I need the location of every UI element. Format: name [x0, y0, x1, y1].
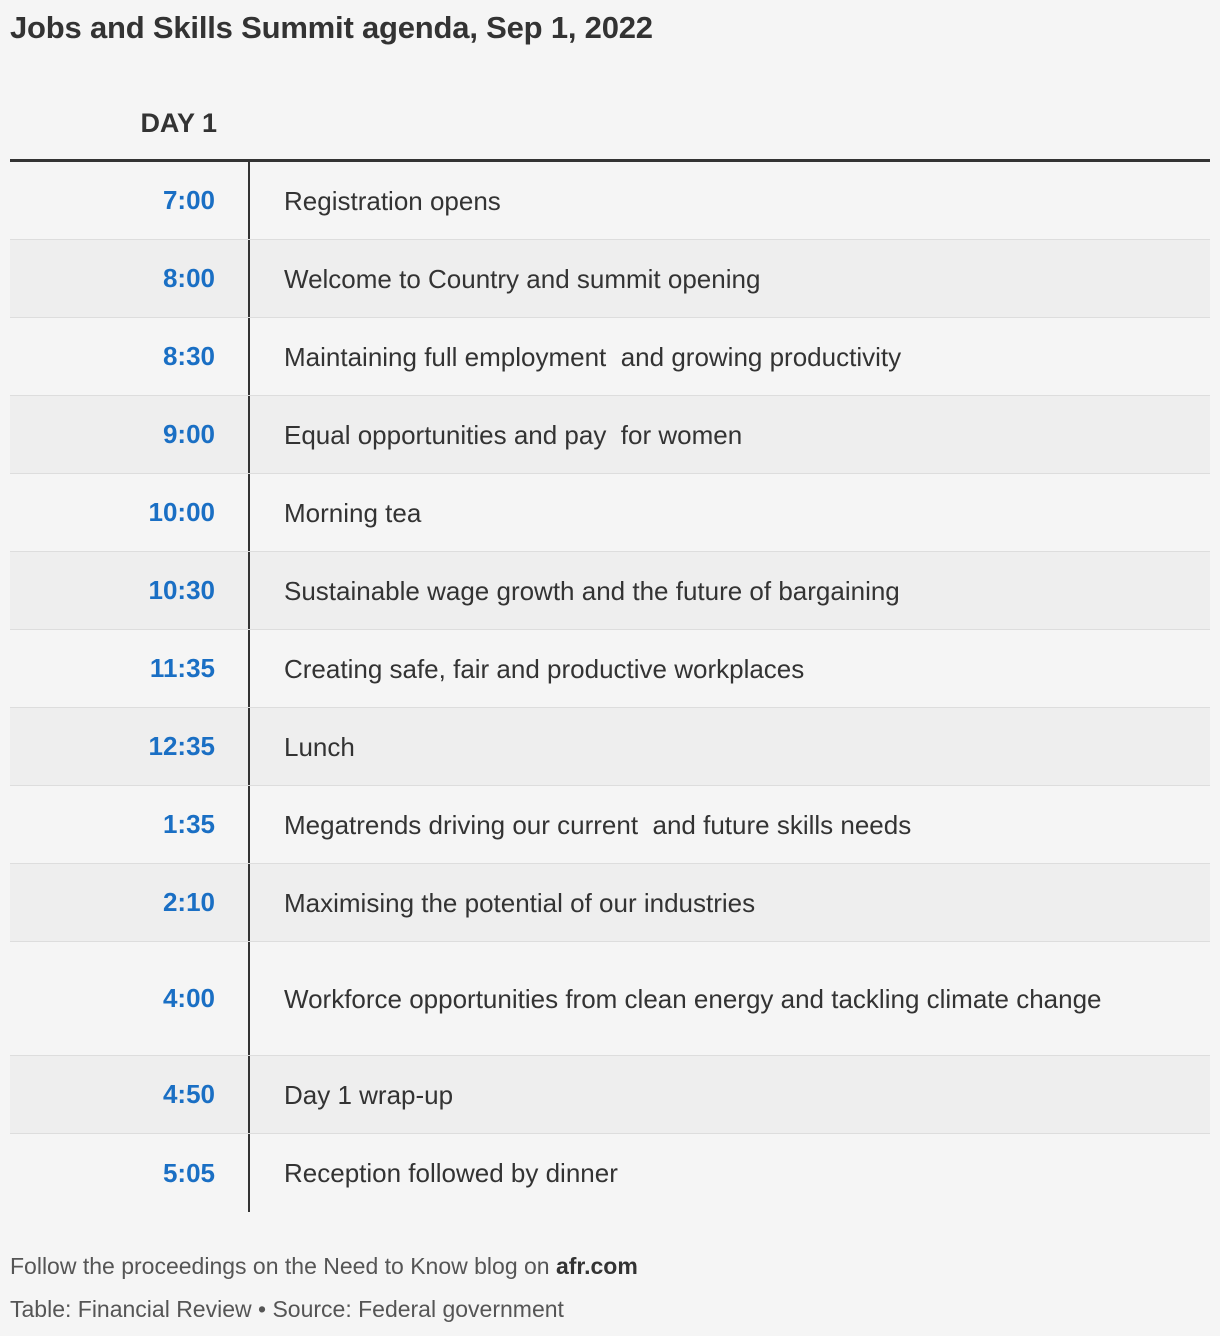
- agenda-event: Lunch: [284, 731, 355, 762]
- table-row: [10, 864, 1210, 942]
- agenda-time: 1:35: [10, 786, 250, 863]
- table-row: [10, 240, 1210, 318]
- afr-link[interactable]: afr.com: [555, 1253, 638, 1279]
- footer-source: Table: Financial Review • Source: Federal government: [10, 1296, 564, 1322]
- agenda-event: Creating safe, fair and productive workplaces: [284, 653, 805, 684]
- agenda-event: Reception followed by dinner: [284, 1158, 618, 1188]
- page-title: Jobs and Skills Summit agenda, Sep 1, 2022: [10, 10, 653, 45]
- agenda-time: 4:00: [10, 942, 250, 1055]
- agenda-event: Registration opens: [284, 185, 501, 216]
- table-row: [10, 1056, 1210, 1134]
- table-row: [10, 474, 1210, 552]
- table-row: [10, 630, 1210, 708]
- table-row: [10, 708, 1210, 786]
- table-row: [10, 552, 1210, 630]
- agenda-event: Maintaining full employment and growing productivity: [284, 341, 902, 372]
- agenda-event: Maximising the potential of our industries: [284, 887, 756, 918]
- table-row: [10, 1134, 1210, 1212]
- table-row: [10, 318, 1210, 396]
- day-header: DAY 1: [140, 108, 217, 138]
- agenda-time: 7:00: [10, 162, 250, 239]
- table-row: [10, 942, 1210, 1056]
- agenda-event: Day 1 wrap-up: [284, 1079, 454, 1110]
- table-row: [10, 786, 1210, 864]
- footer-note-text: Follow the proceedings on the Need to Know blog on: [10, 1253, 556, 1279]
- agenda-time: 8:00: [10, 240, 250, 317]
- agenda-event: Welcome to Country and summit opening: [284, 263, 761, 294]
- agenda-time: 11:35: [10, 630, 250, 707]
- footer-note: [10, 1253, 638, 1280]
- agenda-time: 5:05: [10, 1134, 250, 1212]
- table-row: [10, 396, 1210, 474]
- agenda-event: Equal opportunities and pay for women: [284, 419, 743, 450]
- agenda-time: 10:30: [10, 552, 250, 629]
- agenda-time: 10:00: [10, 474, 250, 551]
- agenda-time: 12:35: [10, 708, 250, 785]
- agenda-time: 2:10: [10, 864, 250, 941]
- agenda-time: 8:30: [10, 318, 250, 395]
- agenda-event: Megatrends driving our current and future skills needs: [284, 809, 912, 840]
- agenda-table: [10, 159, 1210, 1212]
- table-row: [10, 162, 1210, 240]
- agenda-event: Sustainable wage growth and the future of bargaining: [284, 575, 900, 606]
- agenda-event: Morning tea: [284, 497, 422, 528]
- agenda-time: 4:50: [10, 1056, 250, 1133]
- agenda-event: Workforce opportunities from clean energy and tackling climate change: [284, 983, 1102, 1014]
- agenda-time: 9:00: [10, 396, 250, 473]
